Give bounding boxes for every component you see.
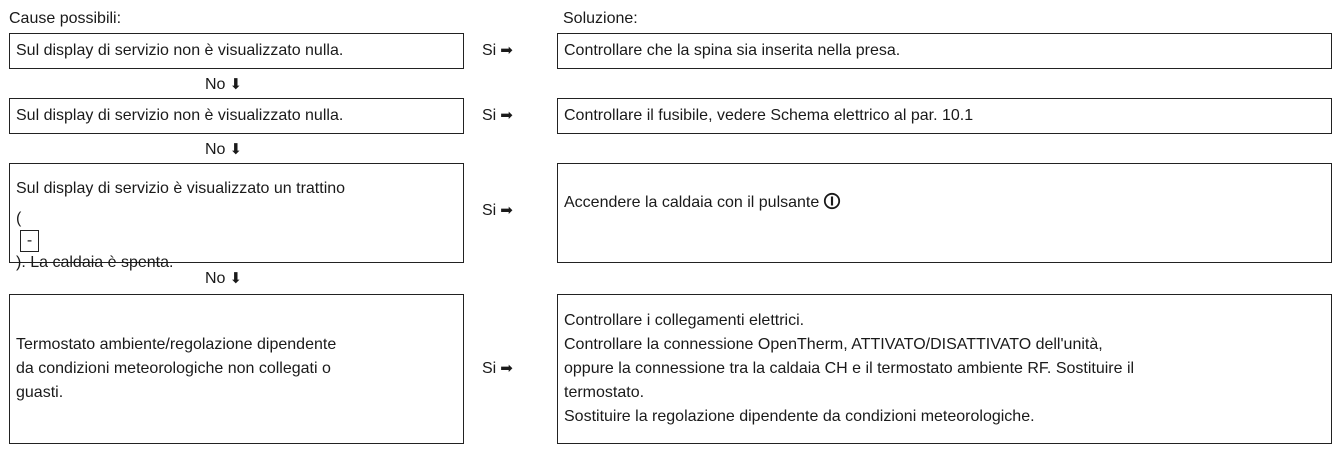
cause-text-1: Sul display di servizio non è visualizzato nulla. [16,42,344,59]
arrow-right-icon: ➡ [500,202,513,219]
yes-label-2 [482,106,542,126]
yes-text: Si [482,360,497,377]
solution-text-4b: Controllare la connessione OpenTherm, ATTIVATO/DISATTIVATO dell'unità, [564,336,1103,353]
cause-text-4a: Termostato ambiente/regolazione dipendente [16,336,337,353]
cause-box-3 [9,163,464,271]
solution-text-3: Accendere la caldaia con il pulsante [564,194,820,211]
arrow-down-icon: ⬇ [229,76,243,93]
solution-header: Soluzione: [563,10,638,27]
no-text: No [205,270,226,287]
cause-text-3b [16,208,345,274]
yes-text: Si [482,42,497,59]
arrow-right-icon: ➡ [500,107,513,124]
cause-text-3a: Sul display di servizio è visualizzato un trattino [16,180,346,197]
cause-box-4 [9,294,464,444]
causes-header: Cause possibili: [9,10,122,27]
solution-text-4a: Controllare i collegamenti elettrici. [564,312,805,329]
solution-text-2: Controllare il fusibile, vedere Schema elettrico al par. 10.1 [564,107,974,124]
cause-text-4c: guasti. [16,384,64,401]
yes-label-3 [482,201,542,221]
no-label-3 [205,269,242,289]
arrow-down-icon: ⬇ [229,270,243,287]
no-text: No [205,76,226,93]
arrow-right-icon: ➡ [500,360,513,377]
yes-text: Si [482,202,497,219]
solution-text-4c: oppure la connessione tra la caldaia CH e il termostato ambiente RF. Sostituire il [564,360,1135,377]
solution-text-4d: termostato. [564,384,645,401]
cause-box-2 [9,98,464,134]
cause-text-2: Sul display di servizio non è visualizzato nulla. [16,107,344,124]
solution-text-4e: Sostituire la regolazione dipendente da condizioni meteorologiche. [564,408,1035,425]
cause-text-4b: da condizioni meteorologiche non collegati o [16,360,331,377]
solution-text-1: Controllare che la spina sia inserita nella presa. [564,42,901,59]
cause-box-1 [9,33,464,69]
solution-box-2 [557,98,1332,134]
yes-label-4 [482,359,542,379]
cause-text-3c: ). La caldaia è spenta. [16,254,174,271]
dash-key-icon: - [20,230,39,252]
arrow-down-icon: ⬇ [229,141,243,158]
no-text: No [205,141,226,158]
yes-label-1 [482,41,542,61]
no-label-2 [205,140,242,160]
solution-box-3 [557,163,1332,263]
open-paren: ( [16,210,22,227]
arrow-right-icon: ➡ [500,42,513,59]
yes-text: Si [482,107,497,124]
solution-box-1 [557,33,1332,69]
no-label-1 [205,75,242,95]
power-button-icon [823,192,841,210]
solution-box-4 [557,294,1332,444]
